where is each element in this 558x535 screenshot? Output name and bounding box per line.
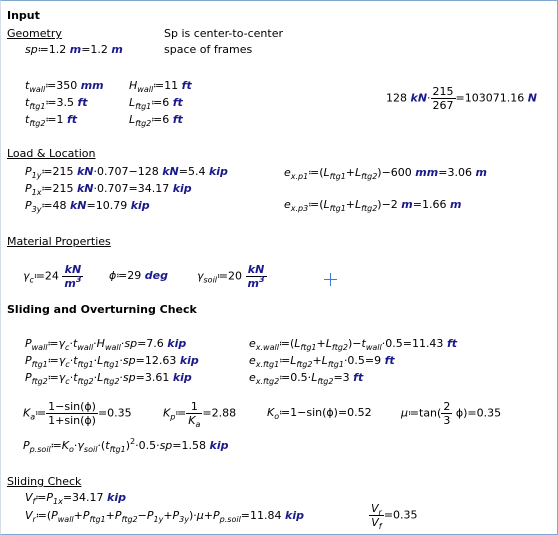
expr-pftg2[interactable]: $P_{ftg2}≔\gamma_c\cdot t_{ftg2}\cdot L_{ftg2}\cdot sp=3.61$ kip bbox=[25, 371, 192, 386]
heading-sliding-overturning: Sliding and Overturning Check bbox=[7, 303, 197, 316]
expr-ko[interactable]: $K_o≔1-\sin(\phi)=0.52$ bbox=[267, 406, 372, 421]
heading-geometry: Geometry bbox=[7, 27, 62, 40]
expr-twall[interactable]: $t_{wall}≔350$ mm bbox=[25, 79, 104, 94]
expr-exftg1[interactable]: $e_{x.ftg1}≔L_{ftg2}+L_{ftg1}\cdot 0.5=9$ ft bbox=[249, 354, 395, 369]
heading-load-location: Load & Location bbox=[7, 147, 96, 160]
heading-sliding-check: Sliding Check bbox=[7, 475, 82, 488]
insertion-cursor bbox=[324, 273, 337, 286]
expr-vr[interactable]: $V_r≔(P_{wall}+P_{ftg1}+P_{ftg2}-P_{1y}+P_{3y})\cdot\mu+P_{p.soil}=11.84$ kip bbox=[25, 509, 304, 524]
expr-kn-calc[interactable]: 128 kN· $\frac{215}{267}$ =103071.16 N bbox=[386, 85, 537, 112]
expr-kp[interactable]: $K_p≔$ $\frac{1}{K_a}$ =2.88 bbox=[163, 400, 237, 429]
expr-ppsoil[interactable]: $P_{p.soil}≔K_o\cdot\gamma_{soil}\cdot(t_{ftg1})^2\cdot 0.5\cdot sp=1.58$ kip bbox=[23, 437, 229, 454]
heading-input: Input bbox=[7, 9, 40, 22]
expr-ysoil[interactable]: $\gamma_{soil}≔20$ $\frac{kN}{m^3}$ bbox=[197, 263, 265, 290]
heading-material: Material Properties bbox=[7, 235, 111, 248]
expr-pwall[interactable]: $P_{wall}≔\gamma_c\cdot t_{wall}\cdot H_{wall}\cdot sp=7.6$ kip bbox=[25, 337, 187, 352]
expr-phi[interactable]: ϕ≔29 deg bbox=[109, 269, 168, 282]
expr-hwall[interactable]: $H_{wall}≔11$ ft bbox=[129, 79, 192, 94]
expr-lftg2[interactable]: $L_{ftg2}≔6$ ft bbox=[129, 113, 183, 128]
expr-pftg1[interactable]: $P_{ftg1}≔\gamma_c\cdot t_{ftg1}\cdot L_{ftg1}\cdot sp=12.63$ kip bbox=[25, 354, 199, 369]
expr-p1y[interactable]: $P_{1y}≔215$ kN·0.707−128 kN=5.4 kip bbox=[25, 165, 228, 180]
note-line1: Sp is center-to-center bbox=[164, 27, 284, 40]
expr-sp[interactable]: sp≔1.2 m=1.2 m bbox=[25, 43, 123, 56]
expr-tftg2[interactable]: $t_{ftg2}≔1$ ft bbox=[25, 113, 77, 128]
expr-exwall[interactable]: $e_{x.wall}≔(L_{ftg1}+L_{ftg2})-t_{wall}\cdot 0.5=11.43$ ft bbox=[249, 337, 457, 352]
expr-tftg1[interactable]: $t_{ftg1}≔3.5$ ft bbox=[25, 96, 88, 111]
expr-exp3[interactable]: $e_{x.p3}≔(L_{ftg1}+L_{ftg2})-2$ m=1.66 m bbox=[284, 198, 462, 213]
expr-ka[interactable]: $K_a≔$ $\frac{1-\sin(\phi)}{1+\sin(\phi)}$ =0.35 bbox=[23, 400, 132, 427]
expr-lftg1[interactable]: $L_{ftg1}≔6$ ft bbox=[129, 96, 183, 111]
expr-yc[interactable]: $\gamma_c≔24$ $\frac{kN}{m^3}$ bbox=[23, 263, 82, 290]
note-line2: space of frames bbox=[164, 43, 253, 56]
expr-exftg2[interactable]: $e_{x.ftg2}≔0.5\cdot L_{ftg2}=3$ ft bbox=[249, 371, 364, 386]
expr-p1x[interactable]: $P_{1x}≔215$ kN·0.707=34.17 kip bbox=[25, 182, 192, 197]
expr-ratio[interactable]: $\frac{V_r}{V_f}$ =0.35 bbox=[371, 502, 418, 531]
expr-exp1[interactable]: $e_{x.p1}≔(L_{ftg1}+L_{ftg2})-600$ mm=3.06 m bbox=[284, 166, 487, 181]
expr-vf[interactable]: $V_f≔P_{1x}=34.17$ kip bbox=[25, 491, 127, 506]
expr-p3y[interactable]: $P_{3y}≔48$ kN=10.79 kip bbox=[25, 199, 150, 214]
expr-mu[interactable]: μ≔tan( $\frac{2}{3}$ ϕ)=0.35 bbox=[401, 400, 502, 427]
